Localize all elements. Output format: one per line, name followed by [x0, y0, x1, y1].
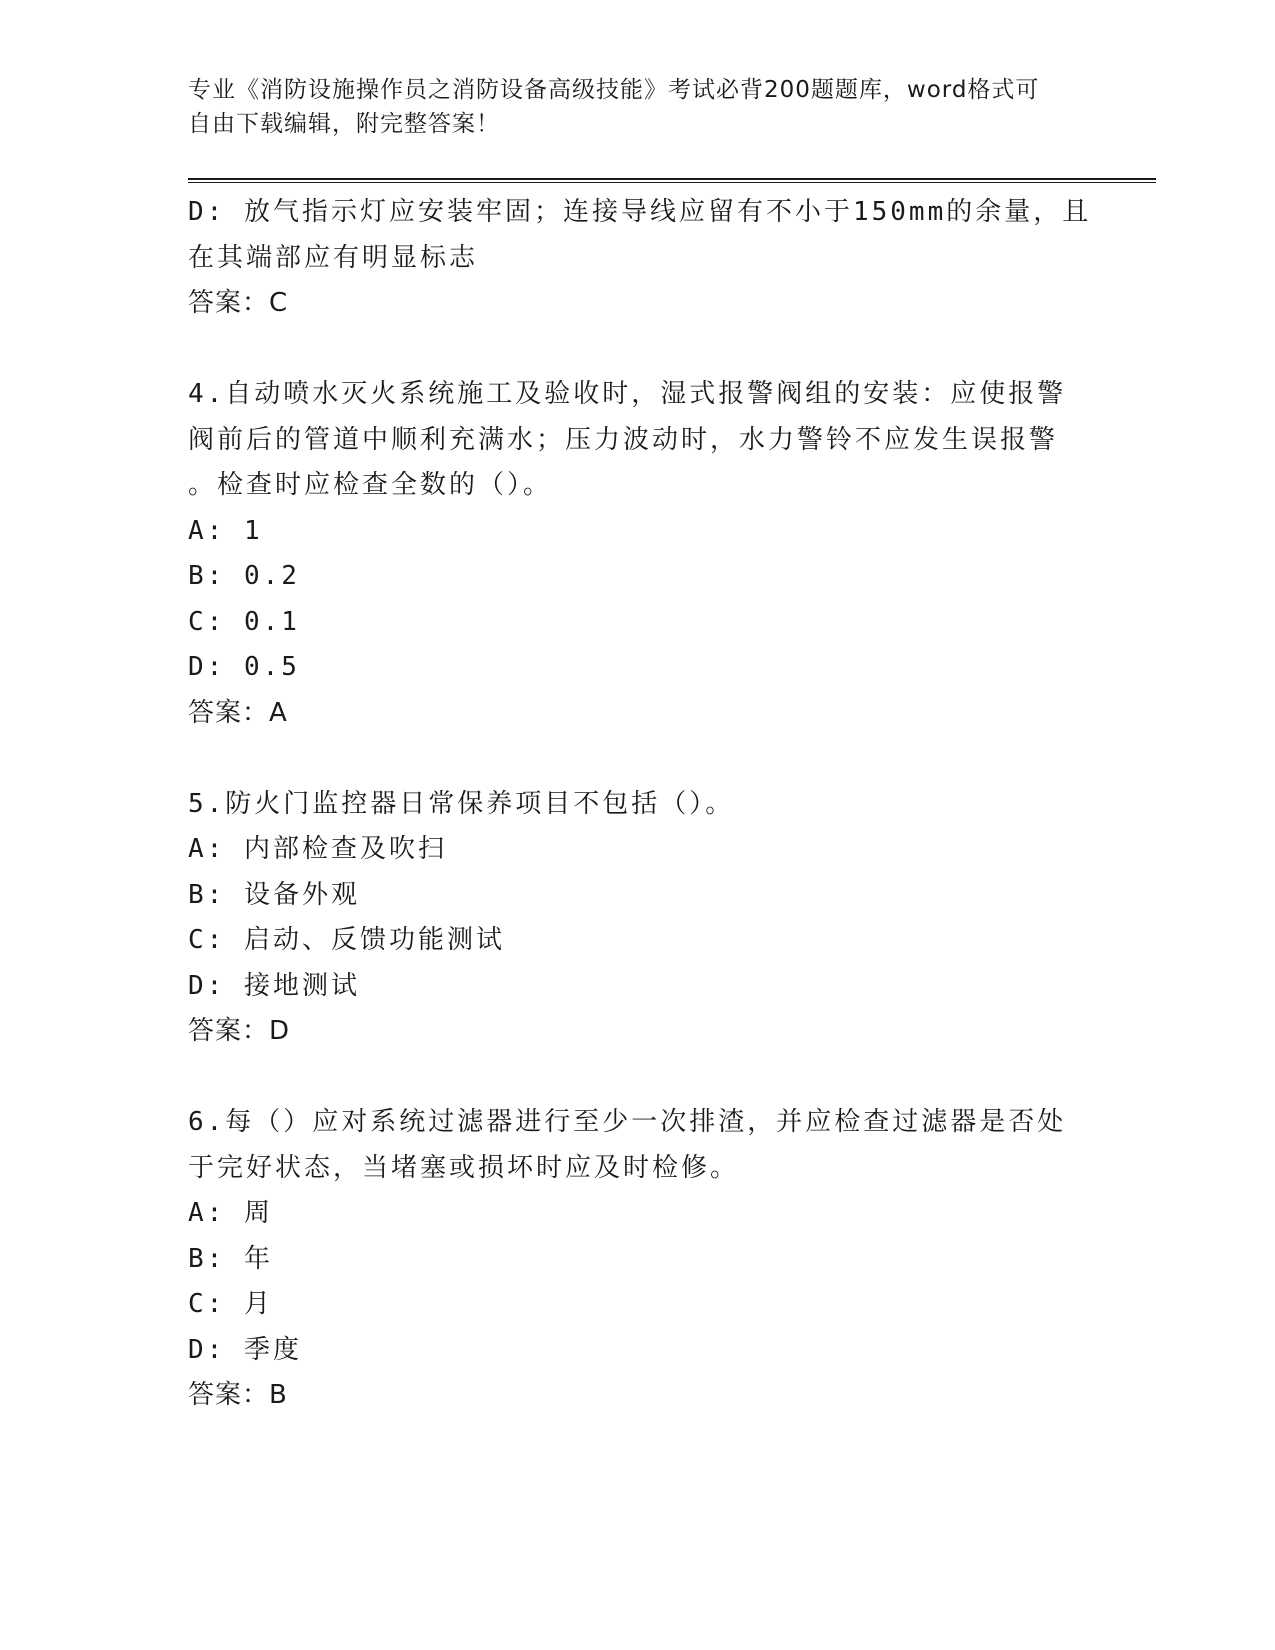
spacer	[188, 1055, 1088, 1101]
question-text-line: 于完好状态，当堵塞或损坏时应及时检修。	[188, 1152, 740, 1183]
question-5	[188, 782, 1088, 1055]
header-double-rule	[188, 178, 1156, 183]
question-content	[188, 190, 1092, 1419]
answer-label: 答案：B	[188, 1380, 288, 1410]
question-4	[188, 372, 1088, 736]
spacer	[188, 736, 1088, 782]
option-c: C: 0.1	[188, 606, 300, 637]
option-d-line-1: D: 放气指示灯应安装牢固；连接导线应留有不小于150mm的余量，且	[188, 197, 1092, 227]
option-c: C: 启动、反馈功能测试	[188, 925, 505, 955]
answer-label: 答案：D	[188, 1016, 291, 1046]
option-d: D: 0.5	[188, 652, 300, 682]
question-text-line: 6.每（）应对系统过滤器进行至少一次排渣，并应检查过滤器是否处	[188, 1107, 1067, 1137]
option-d-line-2: 在其端部应有明显标志	[188, 242, 479, 273]
option-a: A: 内部检查及吹扫	[188, 834, 447, 864]
question-6	[188, 1100, 1088, 1419]
answer-label: 答案：C	[188, 288, 289, 318]
option-c: C: 月	[188, 1289, 273, 1319]
option-d: D: 季度	[188, 1334, 302, 1365]
question-text-line: 阀前后的管道中顺利充满水；压力波动时，水力警铃不应发生误报警	[188, 424, 1059, 455]
option-a: A: 周	[188, 1198, 273, 1228]
option-b: B: 0.2	[188, 561, 300, 591]
answer-label: 答案：A	[188, 697, 288, 728]
option-a: A: 1	[188, 515, 263, 546]
question-text-line: 5.防火门监控器日常保养项目不包括（）。	[188, 788, 735, 819]
question-3-continuation	[188, 190, 1092, 327]
header-line-2: 自由下载编辑，附完整答案！	[188, 111, 500, 137]
option-b: B: 设备外观	[188, 879, 360, 910]
option-d: D: 接地测试	[188, 970, 360, 1001]
page-header	[188, 73, 1068, 141]
spacer	[188, 327, 1088, 373]
question-text-line: 4.自动喷水灭火系统施工及验收时，湿式报警阀组的安装：应使报警	[188, 379, 1067, 409]
option-b: B: 年	[188, 1243, 273, 1274]
header-line-1: 专业《消防设施操作员之消防设备高级技能》考试必背200题题库，word格式可	[188, 77, 1040, 103]
question-text-line: 。检查时应检查全数的（）。	[188, 470, 553, 500]
